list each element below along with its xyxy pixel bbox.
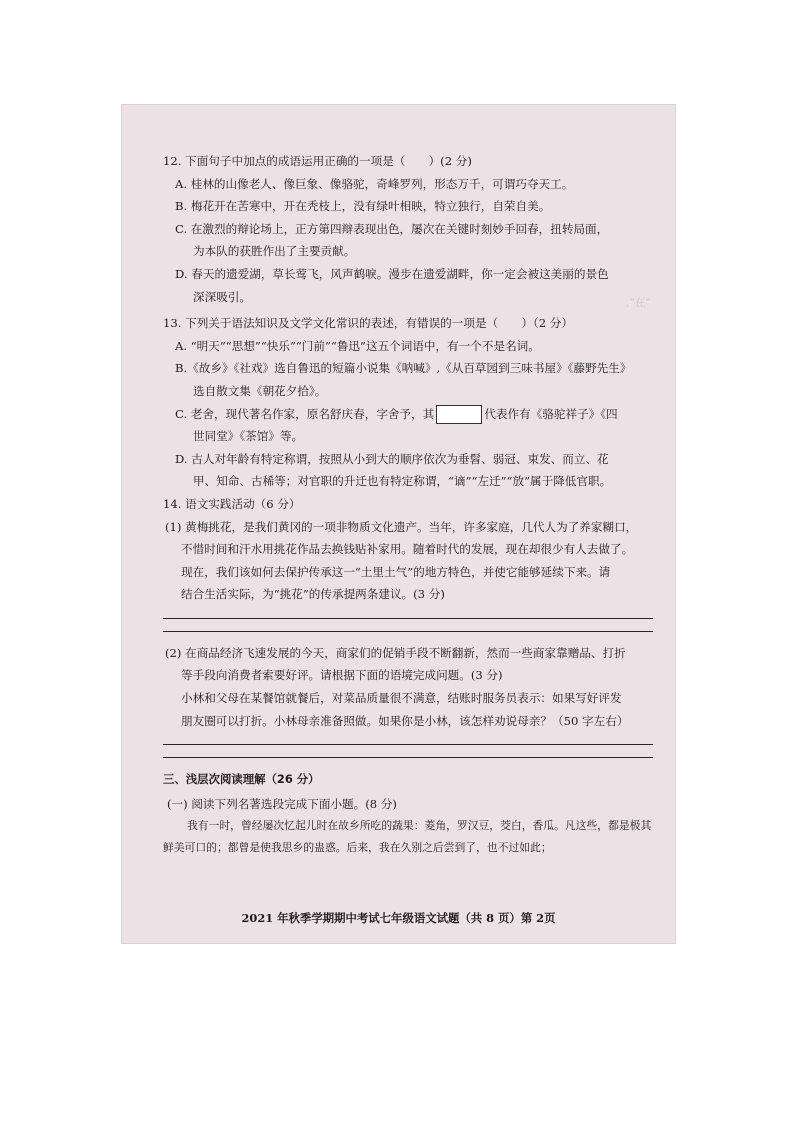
bleed-through-text: ,"在" xyxy=(626,296,651,309)
section-3 xyxy=(163,768,663,859)
page-footer: 2021 年秋季学期期中考试七年级语文试题（共 8 页）第 2页 xyxy=(241,911,556,925)
option-d-continued: 甲、知命、古稀等；对官职的升迁也有特定称谓，“谪”“左迁”“放”属于降低官职。 xyxy=(193,474,612,489)
question-14 xyxy=(163,493,663,758)
option-d: D. 春天的遗爱湖，草长莺飞，风声鹤唳。漫步在遗爱湖畔，你一定会被这美丽的景色 xyxy=(175,266,609,281)
option-c-text-start: C. 老舍，现代著名作家，原名舒庆春，字舍予，其 xyxy=(175,406,435,421)
answer-line[interactable] xyxy=(163,631,653,632)
subquestion-1: (1) 黄梅挑花，是我们黄冈的一项非物质文化遗产。当年，许多家庭，几代人为了养家糊口， xyxy=(165,519,638,534)
reading-passage: 我有一时，曾经屡次忆起儿时在故乡所吃的蔬果：菱角，罗汉豆，茭白，香瓜。凡这些，都是极其鲜美可口的；都曾是使我思乡的蛊惑。后来，我在久别之后尝到了，也不过如此； xyxy=(163,819,652,855)
option-c-continued: 世同堂》《茶馆》等。 xyxy=(193,429,304,444)
subquestion-2-line-2: 等手段向消费者索要好评。请根据下面的语境完成问题。(3 分) xyxy=(181,668,503,683)
answer-line[interactable] xyxy=(163,744,653,745)
section-title: 三、浅层次阅读理解（26 分） xyxy=(163,772,320,787)
subquestion-2-line-3: 小林和父母在某餐馆就餐后，对菜品质量很不满意，结账时服务员表示：如果写好评发 xyxy=(181,691,622,706)
reading-part-1-heading: (一) 阅读下列名著选段完成下面小题。(8 分) xyxy=(167,796,397,811)
question-12 xyxy=(163,150,663,308)
answer-line[interactable] xyxy=(163,618,653,619)
subquestion-2-line-4: 朋友圈可以打折。小林母亲准备照做。如果你是小林，该怎样劝说母亲？（50 字左右） xyxy=(181,713,629,728)
exam-page xyxy=(121,104,676,944)
redaction-box xyxy=(436,405,482,424)
subquestion-1-line-2: 不惜时间和汗水用挑花作品去换钱贴补家用。随着时代的发展，现在却很少有人去做了。 xyxy=(181,542,634,557)
subquestion-1-line-4: 结合生活实际，为“挑花”的传承提两条建议。(3 分) xyxy=(181,587,445,602)
page-content xyxy=(163,150,663,859)
question-stem: 12. 下面句子中加点的成语运用正确的一项是（ ）(2 分) xyxy=(163,154,472,168)
option-c: C. 在激烈的辩论场上，正方第四辩表现出色，屡次在关键时刻妙手回春，扭转局面， xyxy=(175,221,609,236)
question-13 xyxy=(163,312,663,493)
subquestion-1-line-3: 现在，我们该如何去保护传承这一“土里土气”的地方特色，并使它能够延续下来。请 xyxy=(181,564,611,579)
option-c xyxy=(175,403,663,426)
subquestion-2: (2) 在商品经济飞速发展的今天，商家们的促销手段不断翻新，然而一些商家靠赠品、打折 xyxy=(165,645,626,660)
option-c-text-end: 代表作有《骆驼祥子》《四 xyxy=(484,406,618,421)
answer-line[interactable] xyxy=(163,757,653,758)
option-d-continued: 深深吸引。 xyxy=(193,289,251,304)
question-stem: 14. 语文实践活动（6 分） xyxy=(163,496,301,511)
question-stem: 13. 下列关于语法知识及文学文化常识的表述，有错误的一项是（ ）（2 分） xyxy=(163,316,573,331)
option-a: A. 桂林的山像老人、像巨象、像骆驼，奇峰罗列，形态万千，可谓巧夺天工。 xyxy=(175,176,574,191)
option-b: B. 梅花开在苦寒中，开在秃枝上，没有绿叶相映，特立独行，自荣自美。 xyxy=(175,199,551,214)
option-a: A. “明天”“思想”“快乐”“门前”“鲁迅”这五个词语中，有一个不是名词。 xyxy=(175,338,540,353)
option-b-continued: 选自散文集《朝花夕拾》。 xyxy=(193,383,327,398)
option-d: D. 古人对年龄有特定称谓，按照从小到大的顺序依次为垂髫、弱冠、束发、而立、花 xyxy=(175,451,609,466)
option-b: B.《故乡》《社戏》选自鲁迅的短篇小说集《呐喊》,《从百草园到三味书屋》《藤野先生》 xyxy=(175,361,632,376)
option-c-continued: 为本队的获胜作出了主要贡献。 xyxy=(193,244,356,259)
